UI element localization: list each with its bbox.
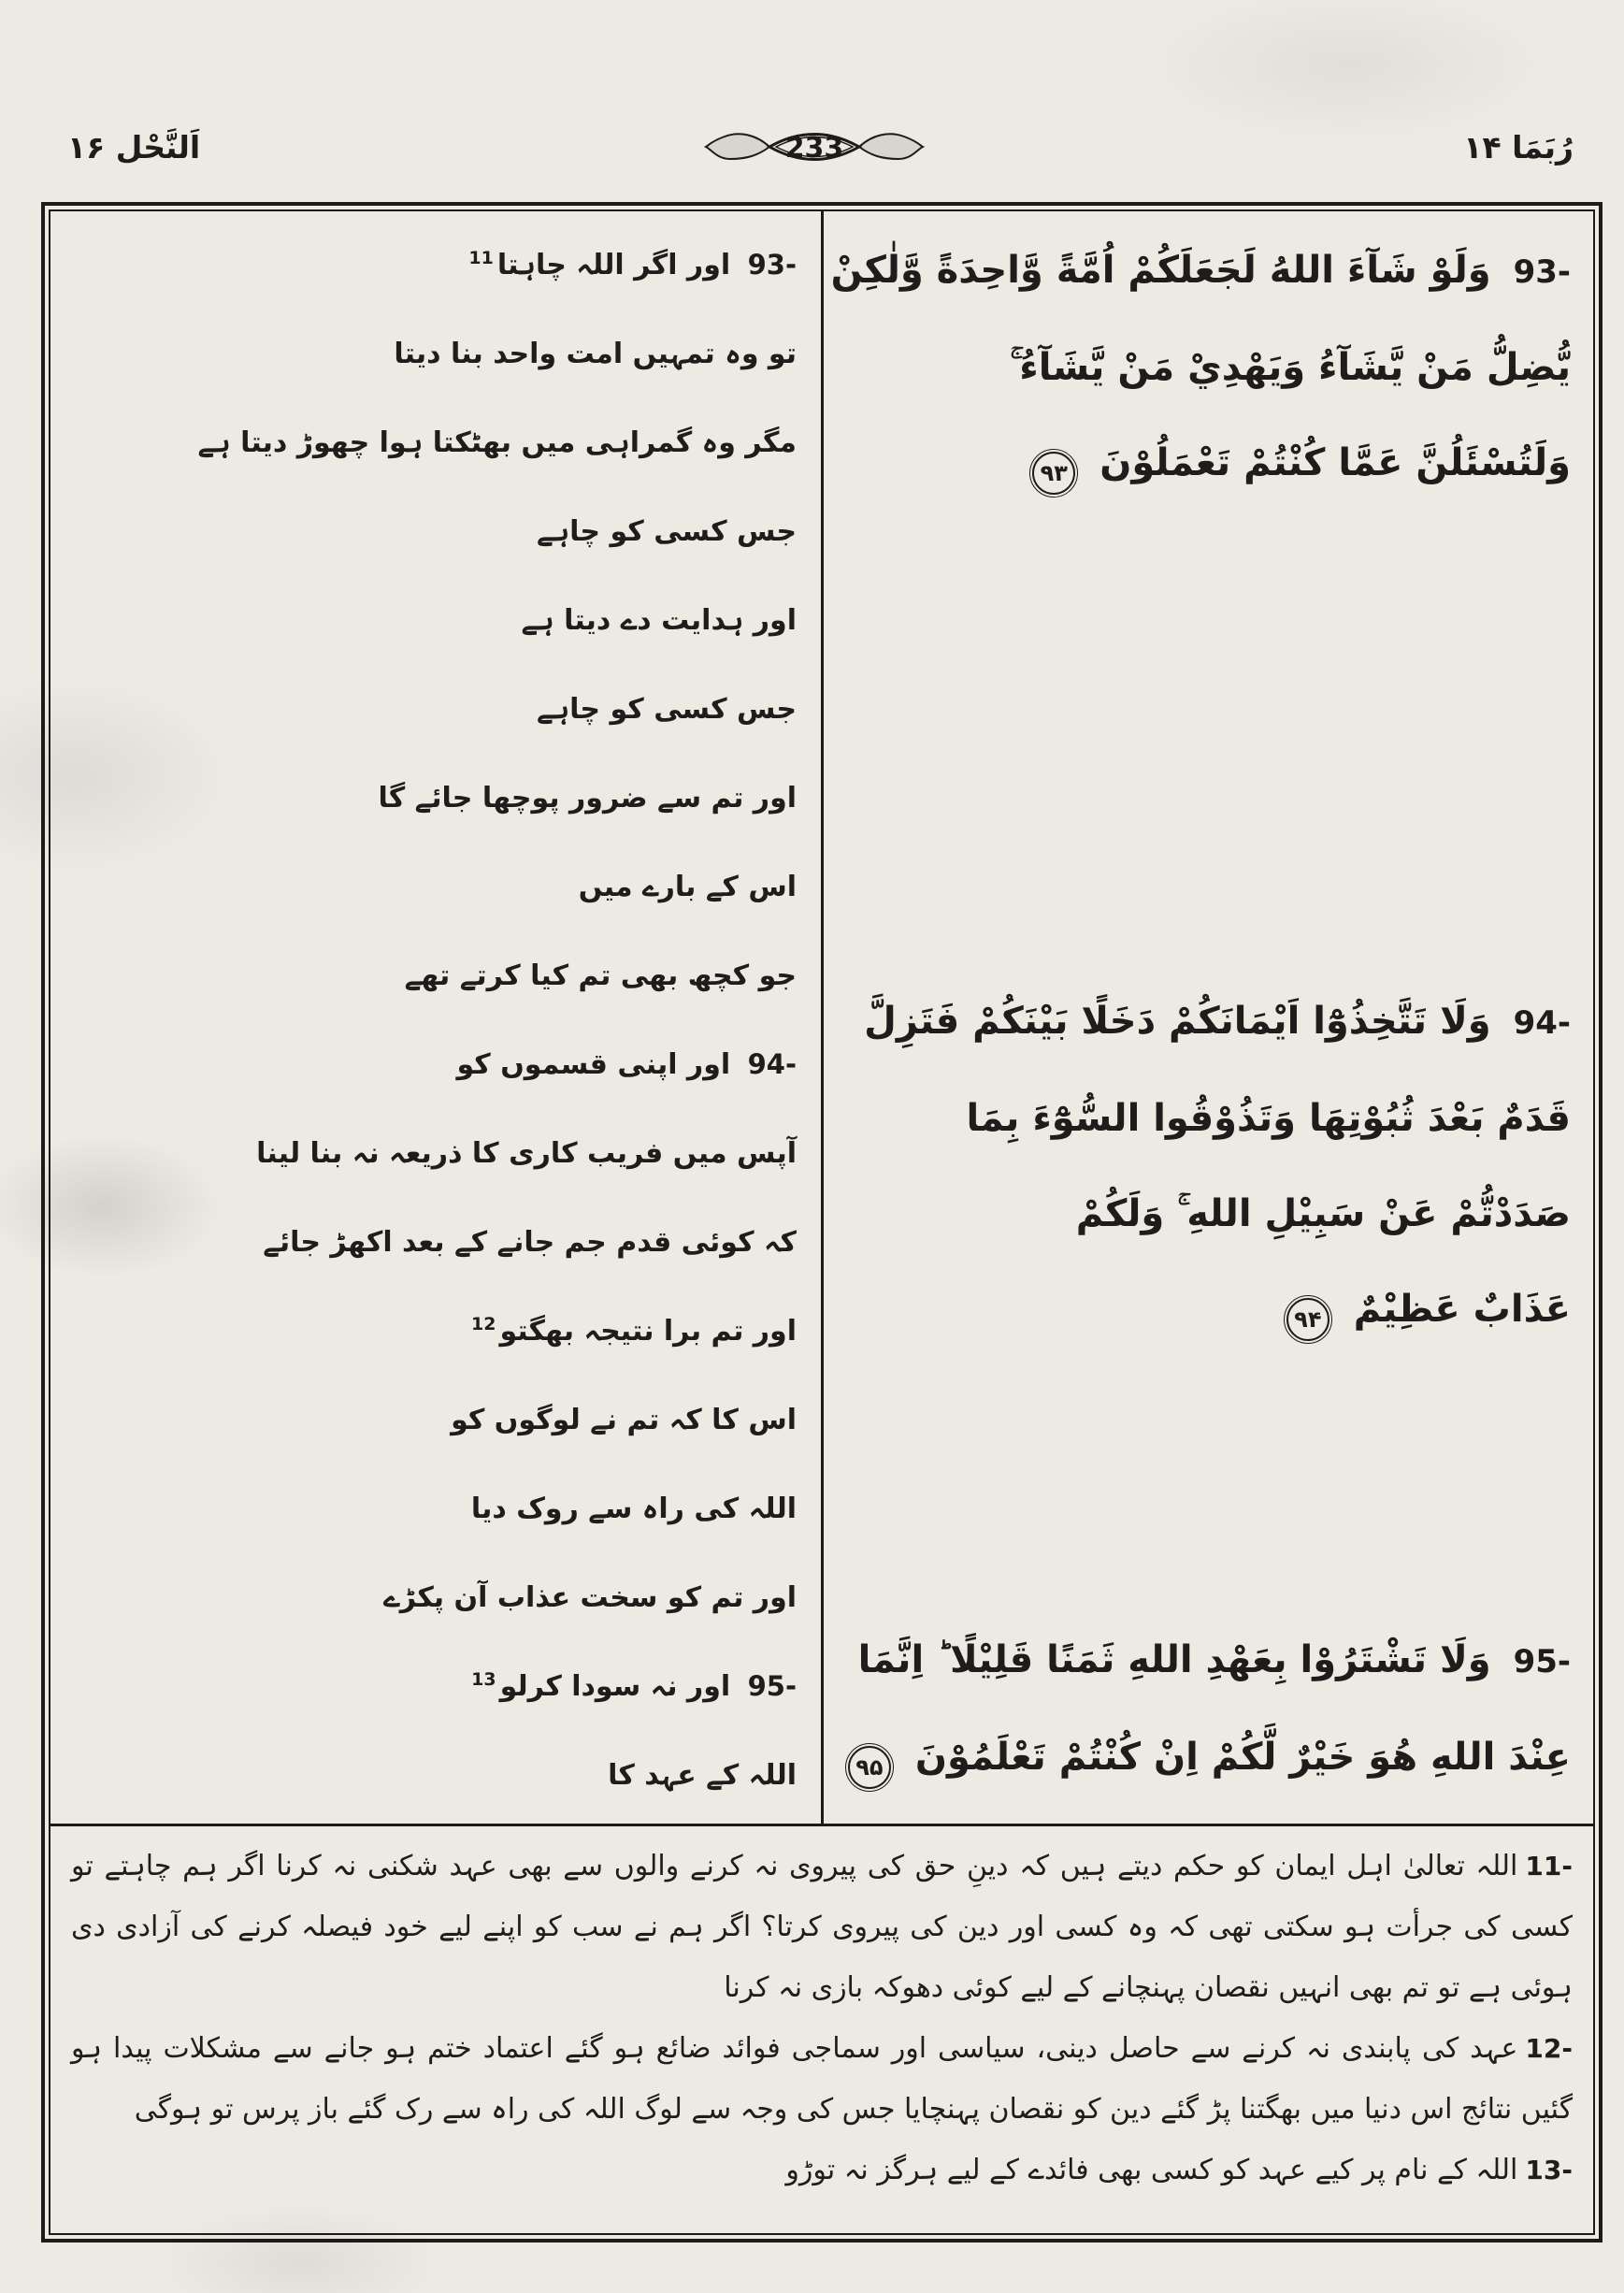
translation-phrase: [62, 1287, 797, 1376]
verse-end-marker: ۹۵: [848, 1746, 891, 1789]
verse-number: 95-: [1513, 1643, 1571, 1680]
phrase-text: مگر وہ گمراہی میں بھٹکتا ہوا چھوڑ دیتا ہے: [197, 426, 797, 459]
footnote-number: 13-: [1525, 2155, 1573, 2185]
phrase-text: اس کے بارے میں: [578, 871, 797, 903]
arabic-line: عِنْدَ اللهِ هُوَ خَيْرٌ لَّكُمْ اِنْ كُنْتُمْ تَعْلَمُوْنَ ۹۵: [850, 1709, 1571, 1805]
translation-phrase: [62, 398, 797, 487]
phrase-text: اللہ کی راہ سے روک دیا: [470, 1493, 797, 1525]
phrase-text: اور تم برا نتیجہ بھگتو: [499, 1315, 797, 1348]
translation-phrase: [62, 1731, 797, 1820]
translation-column: [50, 211, 821, 1824]
footnote: 12-عہد کی پابندی نہ کرنے سے حاصل دینی، سیاسی اور سماجی فوائد ضائع ہو گئے اعتماد ختم ہو جانے سے مشکلات پیدا ہو گئیں نتائج اس دنیا میں بھگتنا پڑ گئے دین کو نقصان پہنچایا جس کی وجہ سے لوگ اللہ کی راہ سے رک گئے باز پرس تو ہوگی: [71, 2032, 1573, 2126]
verse-number: 93-: [747, 249, 797, 281]
footnote: 13-اللہ کے نام پر کیے عہد کو کسی بھی فائدے کے لیے ہرگز نہ توڑو: [785, 2154, 1573, 2186]
phrase-text: اور تم سے ضرور پوچھا جائے گا: [378, 782, 797, 815]
phrase-text: آپس میں فریب کاری کا ذریعہ نہ بنا لینا: [256, 1137, 797, 1170]
footnote-number: 12-: [1525, 2033, 1573, 2064]
arabic-line: قَدَمٌ بَعْدَ ثُبُوْتِهَا وَتَذُوْقُوا السُّوْٓءَ بِمَا: [966, 1097, 1571, 1140]
surah-title: اَلنَّحْل ۱۶: [67, 129, 201, 166]
arabic-line: 94- وَلَا تَتَّخِذُوْٓا اَيْمَانَكُمْ دَخَلًا بَيْنَكُمْ فَتَزِلَّ: [864, 1000, 1571, 1043]
translation-phrase: [62, 1553, 797, 1642]
translation-phrase: [62, 1109, 797, 1198]
phrase-text: تو وہ تمہیں امت واحد بنا دیتا: [394, 338, 797, 370]
verse-number: 93-: [1513, 253, 1571, 291]
arabic-line: يُّضِلُّ مَنْ يَّشَآءُ وَيَهْدِيْ مَنْ يَّشَآءُ ۚ: [1010, 346, 1571, 389]
page-number-ornament: [702, 118, 927, 176]
phrase-text: جس کسی کو چاہے: [537, 515, 797, 548]
arabic-verse: [850, 1612, 1571, 1805]
translation-phrase: [62, 1642, 797, 1731]
translation-phrase: [62, 754, 797, 843]
translation-phrase: [62, 665, 797, 754]
phrase-text: اور اپنی قسموں کو: [456, 1048, 731, 1081]
footnote-number: 11-: [1525, 1851, 1573, 1882]
verse-number: 95-: [747, 1670, 797, 1702]
juz-title: رُبَمَا ۱۴: [1463, 129, 1574, 166]
arabic-column: [824, 211, 1593, 1824]
phrase-text: اور تم کو سخت عذاب آن پکڑے: [383, 1581, 797, 1614]
translation-phrase: [62, 931, 797, 1020]
page-frame-inner-rule: [49, 209, 1595, 2235]
page-frame: [41, 202, 1602, 2243]
arabic-verse: [830, 223, 1571, 511]
verse-number: 94-: [1513, 1004, 1571, 1042]
phrase-text: اور اگر اللہ چاہتا: [496, 249, 731, 281]
arabic-verse: [850, 973, 1571, 1357]
footnote: 11-اللہ تعالیٰ اہل ایمان کو حکم دیتے ہیں کہ دینِ حق کی پیروی نہ کرنے والوں سے بھی عہد شکنی نہ کرنا اگر ہم چاہتے تو کسی کی جرأت ہو سکتی تھی کہ وہ کسی اور دین کی پیروی کرتا؟ اگر ہم نے سب کو اپنے لیے خود فیصلہ کرنے کی آزادی دی ہوئی ہے تو تم بھی انہیں نقصان پہنچانے کے لیے کوئی دھوکہ بازی نہ کرنا: [71, 1850, 1573, 2004]
verse-end-marker: ۹۴: [1286, 1298, 1329, 1341]
phrase-text: جو کچھ بھی تم کیا کرتے تھے: [404, 959, 797, 992]
footnote-ref: 12: [471, 1314, 496, 1334]
arabic-line: وَلَتُسْئَلُنَّ عَمَّا كُنْتُمْ تَعْمَلُوْنَ ۹۳: [850, 415, 1571, 511]
translation-phrase: [62, 1376, 797, 1464]
main-content-area: [50, 211, 1593, 1824]
phrase-text: کہ کوئی قدم جم جانے کے بعد اکھڑ جائے: [263, 1226, 797, 1259]
phrase-text: اللہ کے عہد کا: [608, 1759, 797, 1792]
page-number: 233: [784, 132, 843, 165]
translation-phrase: [62, 1198, 797, 1287]
phrase-text: اور نہ سودا کرلو: [499, 1670, 731, 1703]
verse-number: 94-: [747, 1048, 797, 1080]
footnote-ref: 13: [471, 1669, 496, 1690]
translation-phrase: [62, 576, 797, 665]
translation-phrase: [62, 843, 797, 931]
page-header: [41, 118, 1587, 180]
arabic-line: عَذَابٌ عَظِيْمٌ ۹۴: [850, 1262, 1571, 1357]
translation-phrase: [62, 1020, 797, 1109]
translation-phrase: [62, 310, 797, 398]
verse-end-marker: ۹۳: [1032, 452, 1075, 495]
phrase-text: جس کسی کو چاہے: [537, 693, 797, 726]
translation-phrase: [62, 221, 797, 310]
phrase-text: اور ہدایت دے دیتا ہے: [521, 604, 797, 637]
translation-phrase: [62, 1464, 797, 1553]
arabic-line: صَدَدْتُّمْ عَنْ سَبِيْلِ اللهِ ۚ وَلَكُمْ: [1075, 1192, 1571, 1235]
arabic-line: 95- وَلَا تَشْتَرُوْا بِعَهْدِ اللهِ ثَمَنًا قَلِيْلًا ؕ اِنَّمَا: [857, 1638, 1571, 1681]
page-number-ornament-icon: [702, 118, 927, 176]
arabic-line: 93- وَلَوْ شَآءَ اللهُ لَجَعَلَكُمْ اُمَّةً وَّاحِدَةً وَّلٰكِنْ: [830, 249, 1571, 292]
translation-phrase: [62, 487, 797, 576]
phrase-text: اس کا کہ تم نے لوگوں کو: [451, 1404, 797, 1436]
footnotes-section: [50, 1826, 1593, 2233]
footnote-ref: 11: [468, 248, 494, 268]
